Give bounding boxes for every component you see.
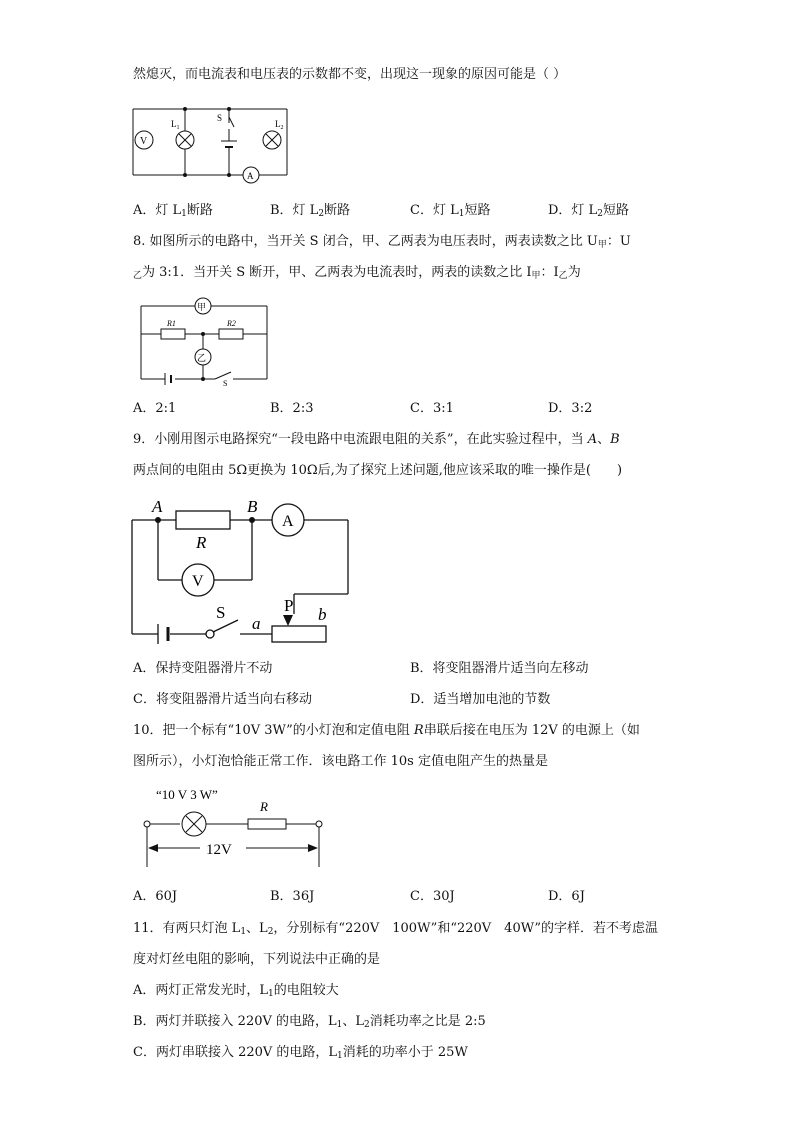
ammeter-label: A [247,171,254,181]
voltmeter-label: V [140,136,148,147]
r2-label: R2 [227,319,236,328]
resistor-r [248,819,286,829]
resistor-r1 [161,329,185,339]
q8-option-d[interactable]: D．3:2 [548,401,593,416]
q7-circuit-diagram [133,103,293,183]
slider-p-label: P [284,596,294,615]
l1-label: L [171,119,177,129]
q9-stem-line2: 两点间的电阻由 5Ω更换为 10Ω后,为了探究上述问题,他应该采取的唯一操作是( ) [133,463,623,478]
resistor-r-label: R [196,533,207,552]
voltmeter-label: V [192,573,204,590]
q8-circuit-diagram [135,294,275,386]
meter-jia-label: 甲 [197,302,207,312]
resistor-r [176,511,230,529]
q7-option-a[interactable]: A．灯 $L_1$断路 [133,203,213,219]
meter-yi-label: 乙 [197,353,207,363]
q11-option-a[interactable]: A．两灯正常发光时，$L_1$的电阻较大 [133,983,339,999]
end-b-label: b [318,605,327,624]
q9-stem-line1: 9．小刚用图示电路探究“一段电路中电流跟电阻的关系”，在此实验过程中，当 A、B [133,432,620,447]
l1-label-sub: 1 [176,125,180,131]
q10-stem-line1: 10．把一个标有“10V 3W”的小灯泡和定值电阻 R串联后接在电压为 12V 的电源上（如 [133,723,640,738]
q7-option-c[interactable]: C．灯 $L_1$短路 [410,203,491,219]
q9-circuit-diagram [128,496,368,646]
q10-circuit-diagram [142,785,332,875]
resistor-r-label: R [260,799,268,814]
rheostat [272,626,326,642]
ammeter-label: A [282,513,294,530]
l2-label-sub: 2 [280,125,284,131]
q8-option-c[interactable]: C．3:1 [410,401,454,416]
q7-stem-tail: 然熄灭，而电流表和电压表的示数都不变，出现这一现象的原因可能是（ ） [133,67,567,82]
svg-text:L2 [275,119,284,131]
resistor-r2 [219,329,243,339]
q8-stem-line2: $_乙$为 3:1．当开关 S 断开，甲、乙两表为电流表时，两表的读数之比 $I_甲$：$I_乙$为 [133,265,581,281]
q10-option-d[interactable]: D．6J [548,889,585,904]
lamp-rating-label: “10 V 3 W” [156,787,218,802]
q11-stem-line2: 度对灯丝电阻的影响，下列说法中正确的是 [133,952,381,967]
switch-s-label: S [216,603,226,622]
q8-option-b[interactable]: B．2:3 [270,401,314,416]
end-a-label: a [252,614,261,633]
q9-option-c[interactable]: C．将变阻器滑片适当向右移动 [133,692,312,707]
r1-label: R1 [167,319,176,328]
q10-stem-line2: 图所示），小灯泡恰能正常工作．该电路工作 10s 定值电阻产生的热量是 [133,754,548,769]
switch-label: S [223,379,228,388]
q11-stem-line1: 11．有两只灯泡 $L_1$、$L_2$，分别标有“220V 100W”和“220V 40W”的字样．若不考虑温 [133,921,658,937]
point-a-label: A [152,497,163,516]
q10-option-c[interactable]: C．30J [410,889,455,904]
voltage-label: 12V [206,842,232,858]
q10-option-b[interactable]: B．36J [270,889,315,904]
q7-option-b[interactable]: B．灯 $L_2$断路 [270,203,351,219]
q9-option-a[interactable]: A．保持变阻器滑片不动 [133,661,273,676]
point-b-label: B [247,497,258,516]
switch-label: S [217,113,223,123]
svg-text:L1 [171,119,180,131]
q8-stem-line1: 8. 如图所示的电路中，当开关 S 闭合，甲、乙两表为电压表时，两表读数之比 $U_甲$：U [133,234,631,250]
q10-option-a[interactable]: A．60J [133,889,178,904]
q11-option-b[interactable]: B．两灯并联接入 220V 的电路，$L_1$、$L_2$消耗功率之比是 2:5 [133,1014,486,1030]
q11-option-c[interactable]: C．两灯串联接入 220V 的电路，$L_1$消耗的功率小于 25W [133,1045,468,1061]
l2-label: L [275,119,281,129]
q8-option-a[interactable]: A．2:1 [133,401,177,416]
q9-option-b[interactable]: B．将变阻器滑片适当向左移动 [410,661,589,676]
q7-option-d[interactable]: D．灯 $L_2$短路 [548,203,629,219]
q9-option-d[interactable]: D．适当增加电池的节数 [410,692,551,707]
